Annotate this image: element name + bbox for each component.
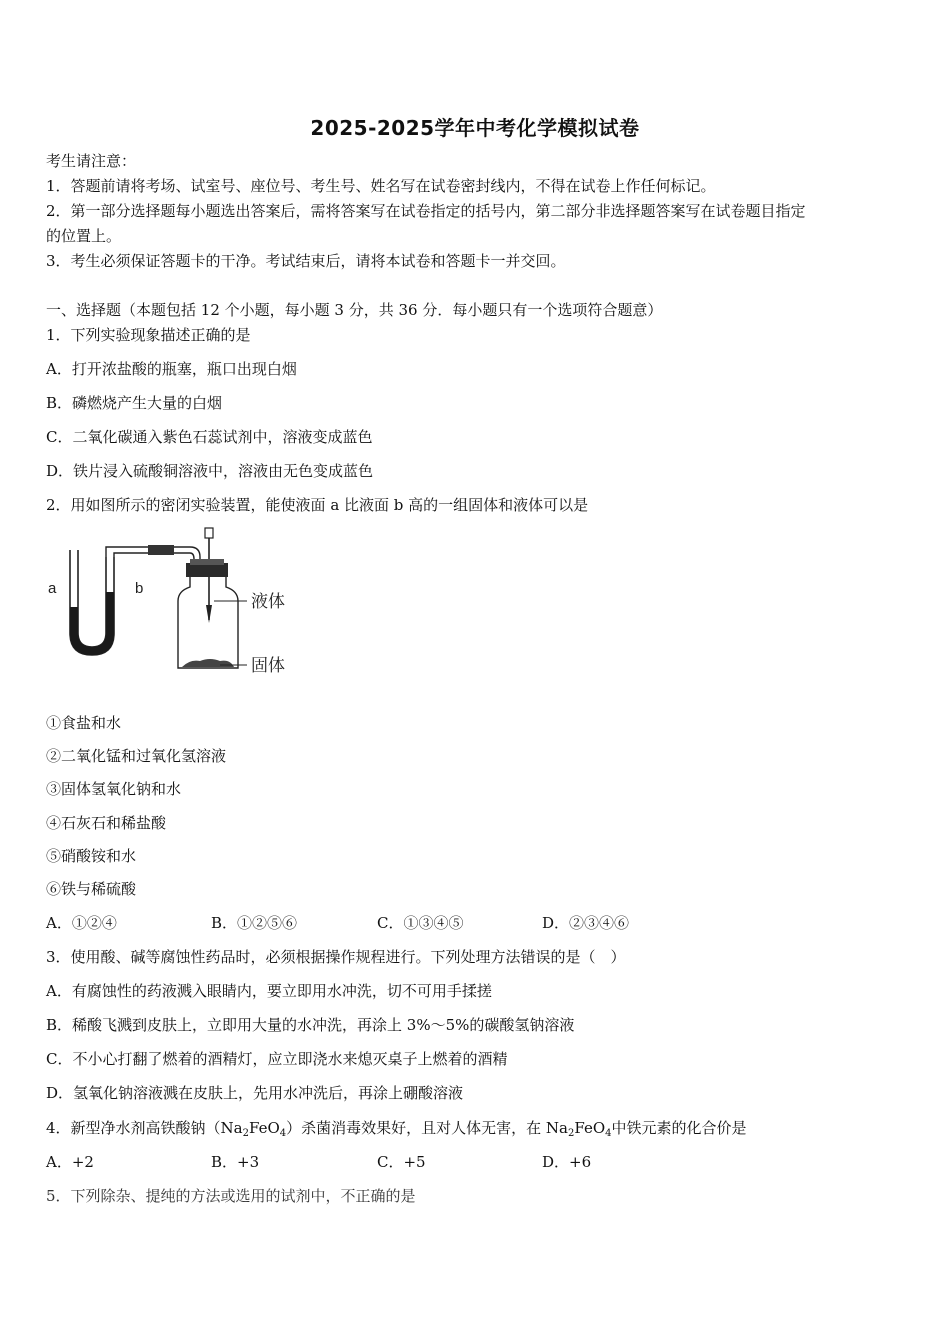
label-a: a [48, 580, 57, 597]
q4-option-b: B．+3 [211, 1153, 260, 1171]
q1-option-b: B．磷燃烧产生大量的白烟 [46, 394, 223, 412]
q2-item-4: ④石灰石和稀盐酸 [46, 814, 167, 832]
rubber-connector [148, 545, 174, 555]
q4-stem-part-2: FeO [249, 1119, 280, 1137]
q4-sub-1: 2 [242, 1128, 249, 1139]
q4-stem-part-3: ）杀菌消毒效果好，且对人体无害，在 Na [286, 1119, 568, 1137]
q1-stem: 1．下列实验现象描述正确的是 [46, 326, 251, 344]
q4-stem-part-5: 中铁元素的化合价是 [611, 1119, 747, 1137]
q1-option-d: D．铁片浸入硫酸铜溶液中，溶液由无色变成蓝色 [46, 462, 374, 480]
q2-option-c: C．①③④⑤ [377, 914, 464, 932]
u-tube-inner [78, 550, 106, 647]
q2-option-d: D．②③④⑥ [542, 914, 630, 932]
q4-sub-3: 2 [567, 1128, 575, 1139]
notice-item-1: 1．答题前请将考场、试室号、座位号、考生号、姓名写在试卷密封线内，不得在试卷上作任何标记。 [46, 177, 716, 195]
q2-item-1: ①食盐和水 [46, 714, 122, 732]
dropper-tip [206, 605, 212, 623]
dropper-top [205, 528, 213, 538]
q2-options [46, 913, 906, 933]
section-heading: 一、选择题（本题包括 12 个小题，每小题 3 分，共 36 分．每小题只有一个选项符合题意） [46, 301, 663, 319]
label-liquid: 液体 [251, 592, 285, 612]
page-title: 2025-2025学年中考化学模拟试卷 [310, 116, 640, 140]
q4-sub-2: 4 [279, 1128, 287, 1139]
notice-item-2-cont: 的位置上。 [46, 227, 122, 245]
notice-item-3: 3．考生必须保证答题卡的干净。考试结束后，请将本试卷和答题卡一并交回。 [46, 252, 566, 270]
q4-stem-part-1: 4．新型净水剂高铁酸钠（Na [46, 1119, 243, 1137]
gas-bottle [178, 577, 238, 668]
connector-tube-outer [114, 553, 150, 557]
q4-option-c: C．+5 [377, 1153, 426, 1171]
bottle-cap [190, 559, 224, 565]
q4-options [46, 1152, 906, 1172]
q2-item-3: ③固体氢氧化钠和水 [46, 780, 182, 798]
q3-option-d: D．氢氧化钠溶液溅在皮肤上，先用水冲洗后，再涂上硼酸溶液 [46, 1084, 464, 1102]
q1-option-a: A．打开浓盐酸的瓶塞，瓶口出现白烟 [46, 360, 297, 378]
q3-stem: 3．使用酸、碱等腐蚀性药品时，必须根据操作规程进行。下列处理方法错误的是（ ） [46, 948, 626, 966]
connector-tube-inner [106, 547, 150, 557]
q2-stem: 2．用如图所示的密闭实验装置，能使液面 a 比液面 b 高的一组固体和液体可以是 [46, 496, 589, 514]
q2-item-2: ②二氧化锰和过氧化氢溶液 [46, 747, 227, 765]
apparatus-diagram [40, 525, 310, 690]
solid-sample [182, 659, 234, 667]
q2-option-a: A．①②④ [46, 914, 117, 932]
q4-sub-4: 4 [605, 1128, 612, 1139]
q2-item-5: ⑤硝酸铵和水 [46, 847, 137, 865]
notice-item-2: 2．第一部分选择题每小题选出答案后，需将答案写在试卷指定的括号内，第二部分非选择题答案写在试卷题目指定 [46, 202, 806, 220]
q4-stem-part-4: FeO [574, 1119, 606, 1137]
q4-option-a: A．+2 [46, 1153, 94, 1171]
q4-option-d: D．+6 [542, 1153, 592, 1171]
q3-option-b: B．稀酸飞溅到皮肤上，立即用大量的水冲洗，再涂上 3%～5%的碳酸氢钠溶液 [46, 1016, 575, 1034]
q2-option-b: B．①②⑤⑥ [211, 914, 298, 932]
label-solid: 固体 [251, 656, 285, 676]
bottle-stopper [186, 563, 228, 577]
q3-option-c: C．不小心打翻了燃着的酒精灯，应立即浇水来熄灭桌子上燃着的酒精 [46, 1050, 508, 1068]
q3-option-a: A．有腐蚀性的药液溅入眼睛内，要立即用水冲洗，切不可用手揉搓 [46, 982, 492, 1000]
u-tube-liquid [70, 592, 114, 655]
label-b: b [135, 580, 144, 597]
notice-heading: 考生请注意： [46, 152, 137, 170]
q2-item-6: ⑥铁与稀硫酸 [46, 880, 137, 898]
q4-stem [46, 1118, 747, 1138]
q5-stem: 5．下列除杂、提纯的方法或选用的试剂中，不正确的是 [46, 1187, 416, 1205]
q1-option-c: C．二氧化碳通入紫色石蕊试剂中，溶液变成蓝色 [46, 428, 373, 446]
